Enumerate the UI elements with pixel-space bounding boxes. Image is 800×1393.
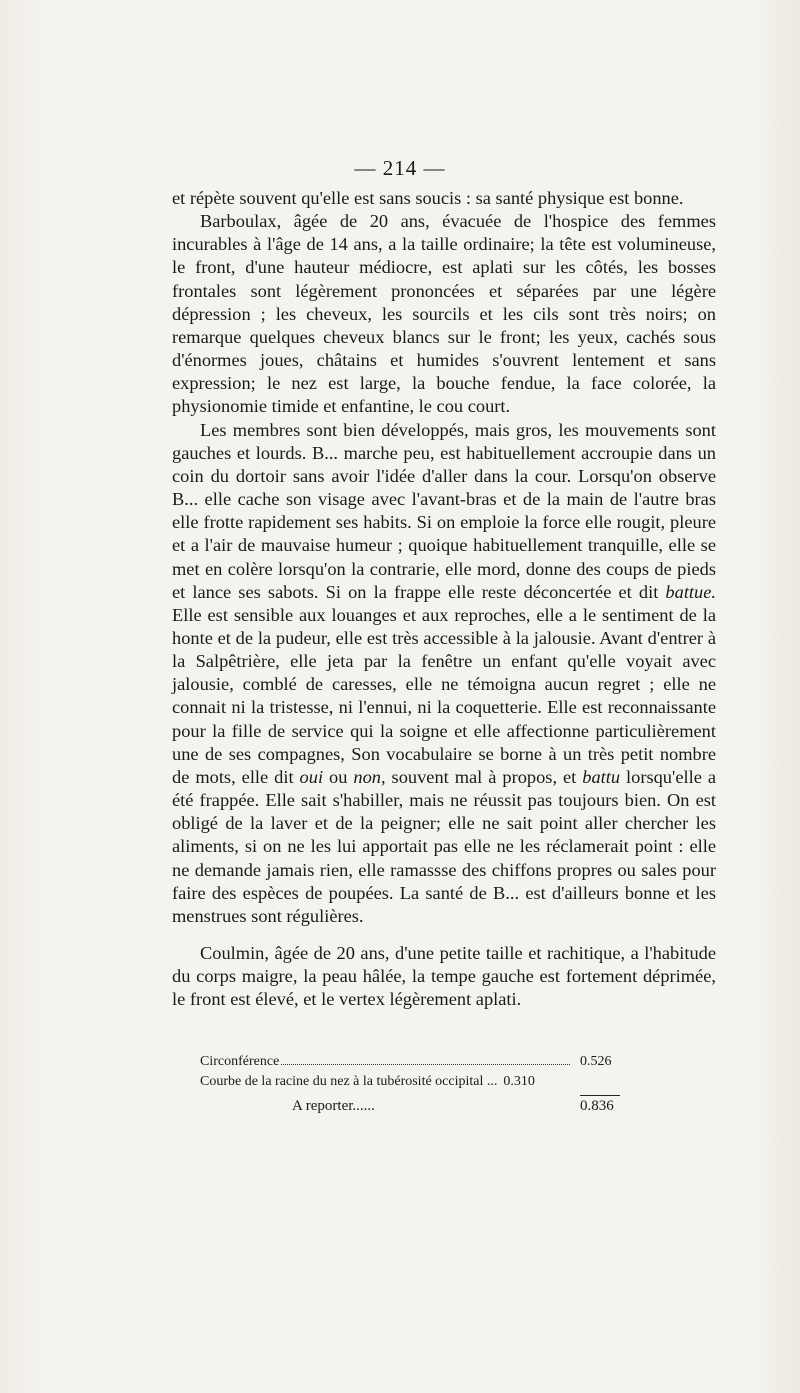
coulmin-paragraph: Coulmin, âgée de 20 ans, d'une petite taille et rachitique, a l'habitude du corps maigre, la peau hâlée, la tempe gauche est fortement déprimée, le front est élevé, et le vertex légèrement aplati.	[172, 943, 716, 1010]
dot-leader	[281, 1064, 570, 1065]
text-run: ou	[323, 766, 354, 787]
text-run: lorsqu'elle a été frappée. Elle sait s'habiller, mais ne réussit pas toujours bien. On est obligé de la laver et de la peigner; elle ne sait point aller chercher les aliments, si on ne les lui apportait pas elle ne les réclamerait point : elle ne demande jamais rien, elle ramassse des chiffons propres ou sales pour faire des espèces de poupées. La santé de B... est d'ailleurs bonne et les menstrues sont régulières.	[172, 766, 716, 926]
italic-word: non,	[353, 766, 386, 787]
measurement-label: Circonférence	[200, 1054, 280, 1069]
text-run: Elle est sensible aux louanges et aux reproches, elle a le sentiment de la honte et de la pudeur, elle est très accessible à la jalousie. Avant d'entrer à la Salpêtrière, elle jeta par la fenêtre un enfant qu'elle voyait avec jalousie, comblé de caresses, elle ne témoigna aucun regret ; elle ne connait ni la tristesse, ni l'ennui, ni la coquetterie. Elle est reconnaissante pour la fille de service qui la soigne et elle affectionne particulièrement une de ses compagnes, Son vocabulaire se borne à un très petit nombre de mots, elle dit	[172, 604, 716, 787]
measurement-row	[200, 1072, 620, 1092]
italic-word: battue.	[665, 581, 716, 602]
body-text	[172, 187, 716, 1011]
page-number: — 214 —	[354, 156, 446, 180]
italic-word: battu	[582, 766, 621, 787]
italic-word: oui	[299, 766, 324, 787]
barboulax-paragraph-2	[172, 419, 716, 928]
measurement-value: 0.526	[580, 1054, 612, 1069]
measurement-row	[200, 1052, 620, 1072]
report-label: A reporter......	[292, 1098, 375, 1114]
measurement-label: Courbe de la racine du nez à la tubérosité occipital ...	[200, 1074, 498, 1089]
text-run: Les membres sont bien développés, mais gros, les mouvements sont gauches et lourds. B... marche peu, est habituellement accroupie dans un coin du dortoir sans avoir l'idée d'aller dans la cour. Lorsqu'on observe B... elle cache son visage avec l'avant-bras et de la main de l'autre bras elle frotte rapidement ses habits. Si on emploie la force elle rougit, pleure et a l'air de mauvaise humeur ; quoique habituellement tranquille, elle se met en colère lorsqu'on la contrarie, elle mord, donne des coups de pieds et lance ses sabots. Si on la frappe elle reste déconcertée et dit	[172, 419, 716, 602]
report-row	[200, 1095, 620, 1116]
measurement-value: 0.310	[503, 1074, 535, 1089]
report-value: 0.836	[580, 1095, 620, 1116]
barboulax-paragraph-1: Barboulax, âgée de 20 ans, évacuée de l'hospice des femmes incurables à l'âge de 14 ans, a la taille ordinaire; la tête est volumineuse, le front, d'une hauteur médiocre, est aplati sur les côtés, les bosses frontales sont légèrement prononcées et séparées par une légère dépression ; les cheveux, les sourcils et les cils sont très noirs; on remarque quelques cheveux blancs sur le front; les yeux, cachés sous d'énormes joues, châtains et humides s'ouvrent lentement et sans expression; le nez est large, la bouche fendue, la face colorée, la physionomie timide et enfantine, le cou court.	[172, 211, 716, 417]
text-run: souvent mal à propos, et	[385, 766, 583, 787]
measurement-table	[200, 1052, 620, 1116]
intro-paragraph: et répète souvent qu'elle est sans soucis : sa santé physique est bonne.	[172, 188, 684, 208]
